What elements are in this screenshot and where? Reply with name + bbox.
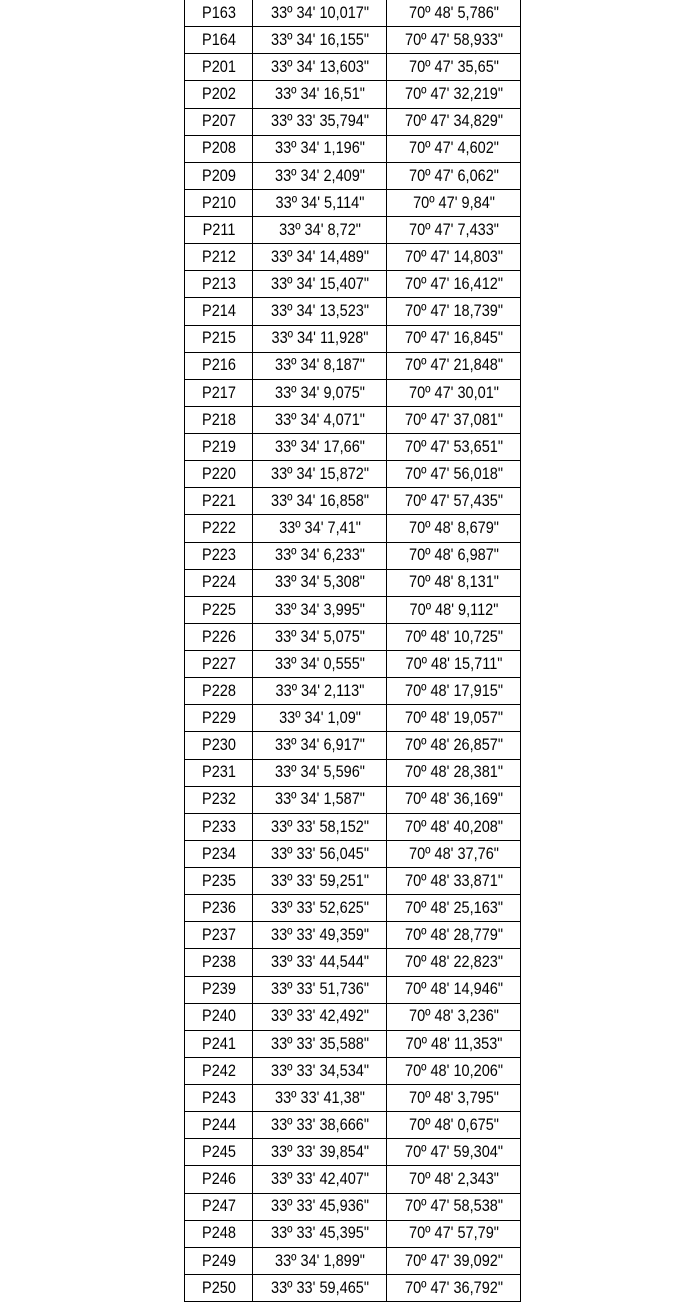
- table-row: [185, 27, 521, 54]
- table-row: [185, 623, 521, 650]
- point-id-cell: P211: [189, 217, 249, 244]
- point-id-cell: P249: [189, 1247, 249, 1274]
- point-id-cell: P224: [189, 569, 249, 596]
- point-id-cell: P227: [189, 651, 249, 678]
- table-row: [185, 542, 521, 569]
- longitude-cell: 70º 48' 36,169": [395, 786, 513, 813]
- latitude-cell: 33º 34' 14,489": [261, 244, 379, 271]
- table-row: [185, 0, 521, 27]
- table-row: [185, 1193, 521, 1220]
- table-row: [185, 949, 521, 976]
- latitude-cell: 33º 34' 0,555": [261, 651, 379, 678]
- latitude-cell: 33º 34' 11,928": [261, 325, 379, 352]
- coordinates-table-body: [185, 0, 521, 1302]
- longitude-cell: 70º 47' 4,602": [395, 135, 513, 162]
- point-id-cell: P241: [189, 1030, 249, 1057]
- latitude-cell: 33º 33' 35,588": [261, 1030, 379, 1057]
- point-id-cell: P232: [189, 786, 249, 813]
- table-row: [185, 1220, 521, 1247]
- longitude-cell: 70º 48' 5,786": [395, 0, 513, 27]
- latitude-cell: 33º 33' 42,407": [261, 1166, 379, 1193]
- point-id-cell: P223: [189, 542, 249, 569]
- latitude-cell: 33º 34' 10,017": [261, 0, 379, 27]
- longitude-cell: 70º 48' 11,353": [395, 1030, 513, 1057]
- latitude-cell: 33º 34' 5,596": [261, 759, 379, 786]
- longitude-cell: 70º 47' 57,79": [395, 1220, 513, 1247]
- table-row: [185, 759, 521, 786]
- longitude-cell: 70º 48' 19,057": [395, 705, 513, 732]
- longitude-cell: 70º 47' 14,803": [395, 244, 513, 271]
- latitude-cell: 33º 34' 17,66": [261, 434, 379, 461]
- latitude-cell: 33º 34' 16,155": [261, 27, 379, 54]
- table-row: [185, 786, 521, 813]
- point-id-cell: P219: [189, 434, 249, 461]
- table-row: [185, 596, 521, 623]
- longitude-cell: 70º 48' 3,795": [395, 1085, 513, 1112]
- longitude-cell: 70º 48' 2,343": [395, 1166, 513, 1193]
- point-id-cell: P213: [189, 271, 249, 298]
- table-row: [185, 189, 521, 216]
- longitude-cell: 70º 48' 26,857": [395, 732, 513, 759]
- point-id-cell: P236: [189, 895, 249, 922]
- table-row: [185, 868, 521, 895]
- longitude-cell: 70º 48' 28,381": [395, 759, 513, 786]
- point-id-cell: P220: [189, 461, 249, 488]
- longitude-cell: 70º 47' 39,092": [395, 1247, 513, 1274]
- longitude-cell: 70º 47' 16,412": [395, 271, 513, 298]
- longitude-cell: 70º 48' 40,208": [395, 813, 513, 840]
- latitude-cell: 33º 33' 39,854": [261, 1139, 379, 1166]
- latitude-cell: 33º 34' 2,409": [261, 162, 379, 189]
- longitude-cell: 70º 47' 58,933": [395, 27, 513, 54]
- table-row: [185, 1166, 521, 1193]
- latitude-cell: 33º 34' 5,308": [261, 569, 379, 596]
- longitude-cell: 70º 48' 3,236": [395, 1003, 513, 1030]
- latitude-cell: 33º 34' 7,41": [261, 515, 379, 542]
- longitude-cell: 70º 48' 37,76": [395, 840, 513, 867]
- latitude-cell: 33º 34' 1,587": [261, 786, 379, 813]
- point-id-cell: P210: [189, 189, 249, 216]
- point-id-cell: P250: [189, 1274, 249, 1301]
- latitude-cell: 33º 33' 45,936": [261, 1193, 379, 1220]
- latitude-cell: 33º 33' 44,544": [261, 949, 379, 976]
- longitude-cell: 70º 48' 22,823": [395, 949, 513, 976]
- point-id-cell: P243: [189, 1085, 249, 1112]
- table-row: [185, 1085, 521, 1112]
- table-row: [185, 217, 521, 244]
- point-id-cell: P239: [189, 976, 249, 1003]
- latitude-cell: 33º 33' 59,251": [261, 868, 379, 895]
- latitude-cell: 33º 33' 42,492": [261, 1003, 379, 1030]
- point-id-cell: P238: [189, 949, 249, 976]
- longitude-cell: 70º 47' 30,01": [395, 379, 513, 406]
- point-id-cell: P247: [189, 1193, 249, 1220]
- latitude-cell: 33º 33' 38,666": [261, 1112, 379, 1139]
- table-row: [185, 1030, 521, 1057]
- longitude-cell: 70º 47' 53,651": [395, 434, 513, 461]
- longitude-cell: 70º 47' 6,062": [395, 162, 513, 189]
- latitude-cell: 33º 34' 3,995": [261, 596, 379, 623]
- longitude-cell: 70º 47' 18,739": [395, 298, 513, 325]
- longitude-cell: 70º 47' 35,65": [395, 54, 513, 81]
- longitude-cell: 70º 47' 57,435": [395, 488, 513, 515]
- latitude-cell: 33º 34' 9,075": [261, 379, 379, 406]
- point-id-cell: P218: [189, 406, 249, 433]
- longitude-cell: 70º 47' 16,845": [395, 325, 513, 352]
- longitude-cell: 70º 47' 37,081": [395, 406, 513, 433]
- table-row: [185, 461, 521, 488]
- longitude-cell: 70º 48' 10,206": [395, 1057, 513, 1084]
- point-id-cell: P225: [189, 596, 249, 623]
- latitude-cell: 33º 33' 56,045": [261, 840, 379, 867]
- table-row: [185, 1139, 521, 1166]
- latitude-cell: 33º 34' 2,113": [261, 678, 379, 705]
- latitude-cell: 33º 34' 4,071": [261, 406, 379, 433]
- point-id-cell: P233: [189, 813, 249, 840]
- longitude-cell: 70º 48' 0,675": [395, 1112, 513, 1139]
- table-row: [185, 379, 521, 406]
- point-id-cell: P226: [189, 623, 249, 650]
- latitude-cell: 33º 34' 13,523": [261, 298, 379, 325]
- latitude-cell: 33º 34' 8,72": [261, 217, 379, 244]
- point-id-cell: P234: [189, 840, 249, 867]
- longitude-cell: 70º 48' 8,679": [395, 515, 513, 542]
- table-row: [185, 1247, 521, 1274]
- longitude-cell: 70º 48' 10,725": [395, 623, 513, 650]
- latitude-cell: 33º 34' 5,075": [261, 623, 379, 650]
- longitude-cell: 70º 48' 25,163": [395, 895, 513, 922]
- table-row: [185, 1003, 521, 1030]
- table-row: [185, 298, 521, 325]
- table-row: [185, 569, 521, 596]
- table-row: [185, 922, 521, 949]
- point-id-cell: P216: [189, 352, 249, 379]
- point-id-cell: P240: [189, 1003, 249, 1030]
- point-id-cell: P214: [189, 298, 249, 325]
- latitude-cell: 33º 34' 1,899": [261, 1247, 379, 1274]
- table-row: [185, 325, 521, 352]
- latitude-cell: 33º 33' 41,38": [261, 1085, 379, 1112]
- latitude-cell: 33º 34' 6,917": [261, 732, 379, 759]
- table-row: [185, 54, 521, 81]
- point-id-cell: P235: [189, 868, 249, 895]
- longitude-cell: 70º 48' 14,946": [395, 976, 513, 1003]
- table-row: [185, 1057, 521, 1084]
- latitude-cell: 33º 33' 45,395": [261, 1220, 379, 1247]
- table-row: [185, 651, 521, 678]
- table-row: [185, 488, 521, 515]
- table-row: [185, 1112, 521, 1139]
- table-row: [185, 732, 521, 759]
- point-id-cell: P246: [189, 1166, 249, 1193]
- longitude-cell: 70º 47' 32,219": [395, 81, 513, 108]
- table-row: [185, 813, 521, 840]
- table-row: [185, 244, 521, 271]
- table-row: [185, 515, 521, 542]
- longitude-cell: 70º 47' 56,018": [395, 461, 513, 488]
- longitude-cell: 70º 47' 36,792": [395, 1274, 513, 1301]
- table-row: [185, 352, 521, 379]
- longitude-cell: 70º 47' 9,84": [395, 189, 513, 216]
- longitude-cell: 70º 48' 6,987": [395, 542, 513, 569]
- table-row: [185, 678, 521, 705]
- point-id-cell: P212: [189, 244, 249, 271]
- point-id-cell: P207: [189, 108, 249, 135]
- point-id-cell: P245: [189, 1139, 249, 1166]
- longitude-cell: 70º 48' 33,871": [395, 868, 513, 895]
- longitude-cell: 70º 47' 59,304": [395, 1139, 513, 1166]
- point-id-cell: P229: [189, 705, 249, 732]
- point-id-cell: P244: [189, 1112, 249, 1139]
- latitude-cell: 33º 33' 58,152": [261, 813, 379, 840]
- longitude-cell: 70º 47' 21,848": [395, 352, 513, 379]
- longitude-cell: 70º 48' 8,131": [395, 569, 513, 596]
- point-id-cell: P231: [189, 759, 249, 786]
- coordinates-table: [184, 0, 521, 1302]
- point-id-cell: P221: [189, 488, 249, 515]
- latitude-cell: 33º 34' 16,51": [261, 81, 379, 108]
- table-row: [185, 271, 521, 298]
- table-row: [185, 976, 521, 1003]
- longitude-cell: 70º 48' 28,779": [395, 922, 513, 949]
- latitude-cell: 33º 33' 35,794": [261, 108, 379, 135]
- latitude-cell: 33º 34' 1,09": [261, 705, 379, 732]
- point-id-cell: P217: [189, 379, 249, 406]
- longitude-cell: 70º 47' 7,433": [395, 217, 513, 244]
- point-id-cell: P209: [189, 162, 249, 189]
- point-id-cell: P208: [189, 135, 249, 162]
- latitude-cell: 33º 34' 16,858": [261, 488, 379, 515]
- point-id-cell: P230: [189, 732, 249, 759]
- point-id-cell: P215: [189, 325, 249, 352]
- longitude-cell: 70º 48' 15,711": [395, 651, 513, 678]
- table-row: [185, 434, 521, 461]
- table-row: [185, 406, 521, 433]
- point-id-cell: P228: [189, 678, 249, 705]
- latitude-cell: 33º 34' 8,187": [261, 352, 379, 379]
- longitude-cell: 70º 47' 34,829": [395, 108, 513, 135]
- point-id-cell: P222: [189, 515, 249, 542]
- table-row: [185, 705, 521, 732]
- point-id-cell: P202: [189, 81, 249, 108]
- latitude-cell: 33º 34' 15,407": [261, 271, 379, 298]
- table-row: [185, 162, 521, 189]
- latitude-cell: 33º 33' 34,534": [261, 1057, 379, 1084]
- point-id-cell: P242: [189, 1057, 249, 1084]
- latitude-cell: 33º 34' 13,603": [261, 54, 379, 81]
- longitude-cell: 70º 47' 58,538": [395, 1193, 513, 1220]
- latitude-cell: 33º 34' 5,114": [261, 189, 379, 216]
- longitude-cell: 70º 48' 9,112": [395, 596, 513, 623]
- point-id-cell: P163: [189, 0, 249, 27]
- point-id-cell: P237: [189, 922, 249, 949]
- table-row: [185, 108, 521, 135]
- latitude-cell: 33º 34' 15,872": [261, 461, 379, 488]
- point-id-cell: P201: [189, 54, 249, 81]
- point-id-cell: P248: [189, 1220, 249, 1247]
- latitude-cell: 33º 33' 51,736": [261, 976, 379, 1003]
- table-row: [185, 895, 521, 922]
- table-row: [185, 1274, 521, 1301]
- table-row: [185, 81, 521, 108]
- point-id-cell: P164: [189, 27, 249, 54]
- latitude-cell: 33º 33' 59,465": [261, 1274, 379, 1301]
- latitude-cell: 33º 33' 49,359": [261, 922, 379, 949]
- table-row: [185, 840, 521, 867]
- latitude-cell: 33º 34' 1,196": [261, 135, 379, 162]
- table-row: [185, 135, 521, 162]
- latitude-cell: 33º 34' 6,233": [261, 542, 379, 569]
- longitude-cell: 70º 48' 17,915": [395, 678, 513, 705]
- latitude-cell: 33º 33' 52,625": [261, 895, 379, 922]
